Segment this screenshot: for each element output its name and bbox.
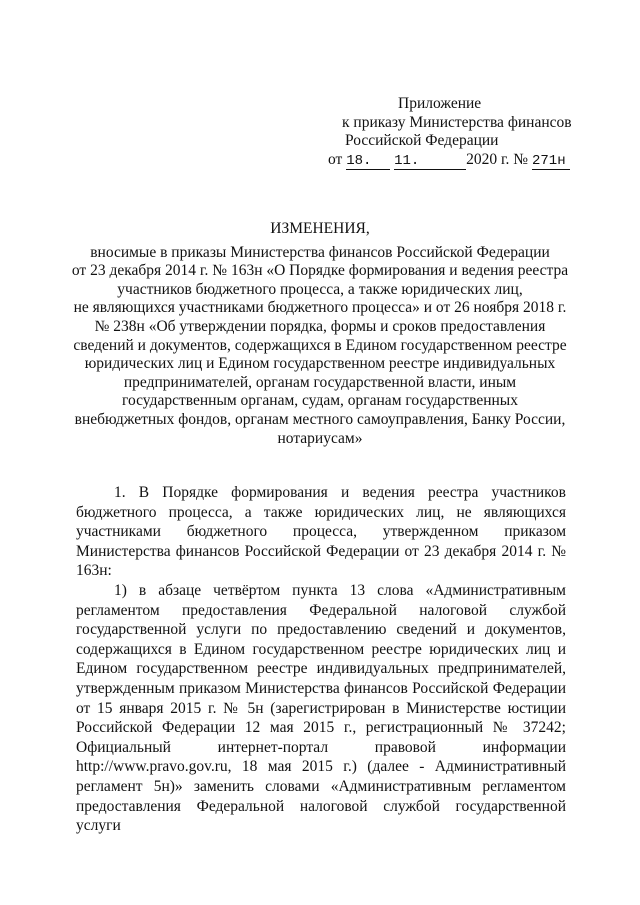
title-line: юридических лиц и Едином государственном реестре индивидуальных xyxy=(84,355,556,373)
appendix-title: Приложение xyxy=(398,95,482,112)
title-line: участников бюджетного процесса, а также юридических лиц, xyxy=(117,280,523,298)
appendix-federation: Российской Федерации xyxy=(345,132,499,149)
title-line: внебюджетных фондов, органам местного самоуправления, Банку России, xyxy=(74,410,566,428)
title-line: № 238н «Об утверждении порядка, формы и сроков предоставления xyxy=(94,317,546,335)
title-line: от 23 декабря 2014 г. № 163н «О Порядке формирования и ведения реестра xyxy=(71,262,569,280)
document-title-block xyxy=(60,220,580,448)
body-paragraph-2: 1) в абзаце четвёртом пункта 13 слова «Административным регламентом предоставления Федеральной налоговой службой государственной услуги по предоставлению сведений и документов, содержащихся в Едином государственном реестре юридических лиц и Едином государственном реестре индивидуальных предпринимателей, утвержденным приказом Министерства финансов Российской Федерации от 15 января 2015 г. № 5н (зарегистрирован в Министерстве юстиции Российской Федерации 12 мая 2015 г., регистрационный № 37242; Официальный интернет-портал правовой информации http://www.pravo.gov.ru, 18 мая 2015 г.) (далее - Административный регламент 5н)» заменить словами «Административным регламентом предоставления Федеральной налоговой службой государственной услуги xyxy=(76,581,566,835)
title-line: нотариусам» xyxy=(277,429,363,447)
date-day-field: 18. xyxy=(346,154,390,170)
title-line: вносимые в приказы Министерства финансов Российской Федерации xyxy=(90,243,550,261)
document-heading: ИЗМЕНЕНИЯ, xyxy=(270,220,370,237)
document-body xyxy=(76,483,566,836)
date-prefix: от xyxy=(328,150,343,168)
appendix-date-line xyxy=(318,151,578,170)
title-line: не являющихся участниками бюджетного процесса» и от 26 ноября 2018 г. xyxy=(73,299,567,317)
order-number-field: 271н xyxy=(532,154,570,170)
title-line: сведений и документов, содержащихся в Едином государственном реестре xyxy=(73,336,567,354)
title-line: государственным органам, судам, органам государственных xyxy=(122,392,518,410)
date-year-text: 2020 г. № xyxy=(466,150,529,168)
appendix-order-ref: к приказу Министерства финансов xyxy=(342,113,572,131)
body-paragraph-1: 1. В Порядке формирования и ведения реестра участников бюджетного процесса, а также юридических лиц, не являющихся участниками бюджетного процесса, утвержденном приказом Министерства финансов Российской Федерации от 23 декабря 2014 г. № 163н: xyxy=(76,484,566,580)
appendix-header xyxy=(318,95,578,170)
date-month-field: 11. xyxy=(394,154,466,170)
title-line: предпринимателей, органам государственной власти, иным xyxy=(123,373,517,391)
